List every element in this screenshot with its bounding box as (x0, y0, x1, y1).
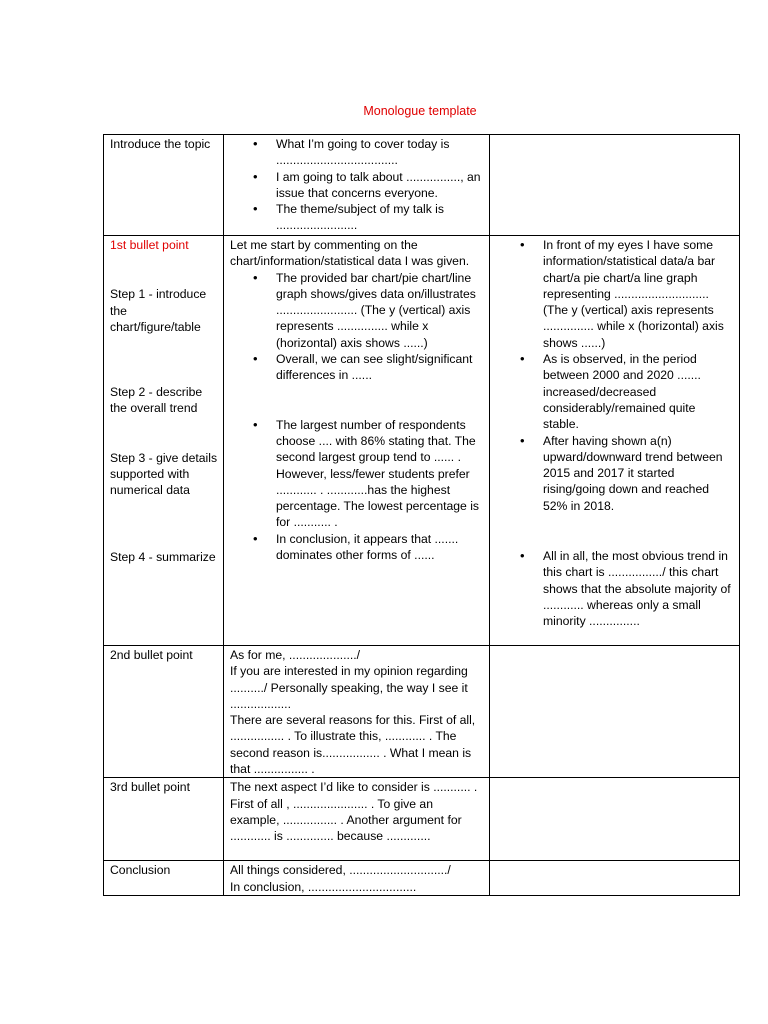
third-bullet-label: 3rd bullet point (110, 780, 190, 795)
list-item: • Overall, we can see slight/significant differences in ...... (276, 351, 484, 384)
conclusion-line: All things considered, ............................./ (230, 863, 451, 878)
page-title: Monologue template (363, 104, 477, 118)
step-3-label: Step 3 - give details supported with numerical data (110, 450, 218, 498)
step-4-label: Step 4 - summarize (110, 549, 216, 564)
list-item: • All in all, the most obvious trend in this chart is ................/ this chart shows that the absolute majority of ............ whereas only a small minority ............... (543, 548, 734, 629)
conclusion-label-cell (104, 861, 224, 896)
first-right-bullet-list-b (496, 548, 734, 629)
first-bullet-list-b (230, 417, 484, 564)
row-introduce-topic (104, 135, 740, 236)
row-conclusion (104, 861, 740, 896)
list-item: • As is observed, in the period between 2000 and 2020 ....... increased/decreased considerably/remained quite stable. (543, 351, 734, 432)
second-bullet-label: 2nd bullet point (110, 648, 193, 662)
first-bullet-list-a (230, 270, 484, 384)
second-empty-cell (490, 646, 740, 778)
row-second-bullet-point (104, 646, 740, 778)
first-label-cell (104, 236, 224, 646)
intro-label: Introduce the topic (110, 137, 211, 151)
intro-label-cell (104, 135, 224, 236)
second-line: As for me, ..................../ (230, 648, 361, 662)
first-intro-text: Let me start by commenting on the chart/information/statistical data I was given. (230, 238, 470, 269)
conclusion-empty-cell (490, 861, 740, 896)
list-item: • The provided bar chart/pie chart/line graph shows/gives data on/illustrates ........................ (The y (vertical) axis represents ............... while x (horizontal) axis shows ......) (276, 270, 484, 351)
step-1-label: Step 1 - introduce the chart/figure/table (110, 287, 207, 334)
third-phrases-cell (224, 778, 490, 861)
second-line: There are several reasons for this. First of all, ................ . To illustrate this, ............ . The second reason is................. . What I mean is that ................ . (230, 713, 476, 777)
intro-bullet-list (230, 136, 484, 234)
conclusion-phrases-cell (224, 861, 490, 896)
row-first-bullet-point (104, 236, 740, 646)
list-item: • In front of my eyes I have some information/statistical data/a bar chart/a pie chart/a line graph representing ............................ (The y (vertical) axis represents ............... while x (horizontal) axis shows ......) (543, 237, 734, 351)
conclusion-line: In conclusion, ................................ (230, 879, 417, 894)
first-right-bullet-list-a (496, 237, 734, 514)
conclusion-label: Conclusion (110, 863, 171, 878)
third-empty-cell (490, 778, 740, 861)
first-phrases-cell (224, 236, 490, 646)
list-item: • In conclusion, it appears that ....... dominates other forms of ...... (276, 531, 484, 564)
monologue-template-table (103, 134, 740, 896)
list-item: • The theme/subject of my talk is ........................ (276, 201, 484, 234)
intro-empty-cell (490, 135, 740, 236)
intro-phrases-cell (224, 135, 490, 236)
first-alt-phrases-cell (490, 236, 740, 646)
step-2-label: Step 2 - describe the overall trend (110, 385, 203, 416)
list-item: • What I’m going to cover today is .................................... (276, 136, 484, 169)
third-text: The next aspect I’d like to consider is ........... . First of all , ...................... . To give an example, ................ . Another argument for ............ is .............. because ............. (230, 780, 478, 844)
list-item: • The largest number of respondents choose .... with 86% stating that. The second largest group tend to ...... . However, less/fewer students prefer ............ . ............has the highest percentage. The lowest percentage is for ........... . (276, 417, 484, 531)
row-third-bullet-point (104, 778, 740, 861)
second-line: If you are interested in my opinion regarding ........../ Personally speaking, the way I see it .................. (230, 664, 468, 711)
list-item: • I am going to talk about ................, an issue that concerns everyone. (276, 169, 484, 202)
third-label-cell (104, 778, 224, 861)
second-phrases-cell (224, 646, 490, 778)
list-item: • After having shown a(n) upward/downward trend between 2015 and 2017 it started rising/going down and reached 52% in 2018. (543, 433, 734, 514)
first-bullet-label: 1st bullet point (110, 238, 189, 252)
second-label-cell (104, 646, 224, 778)
